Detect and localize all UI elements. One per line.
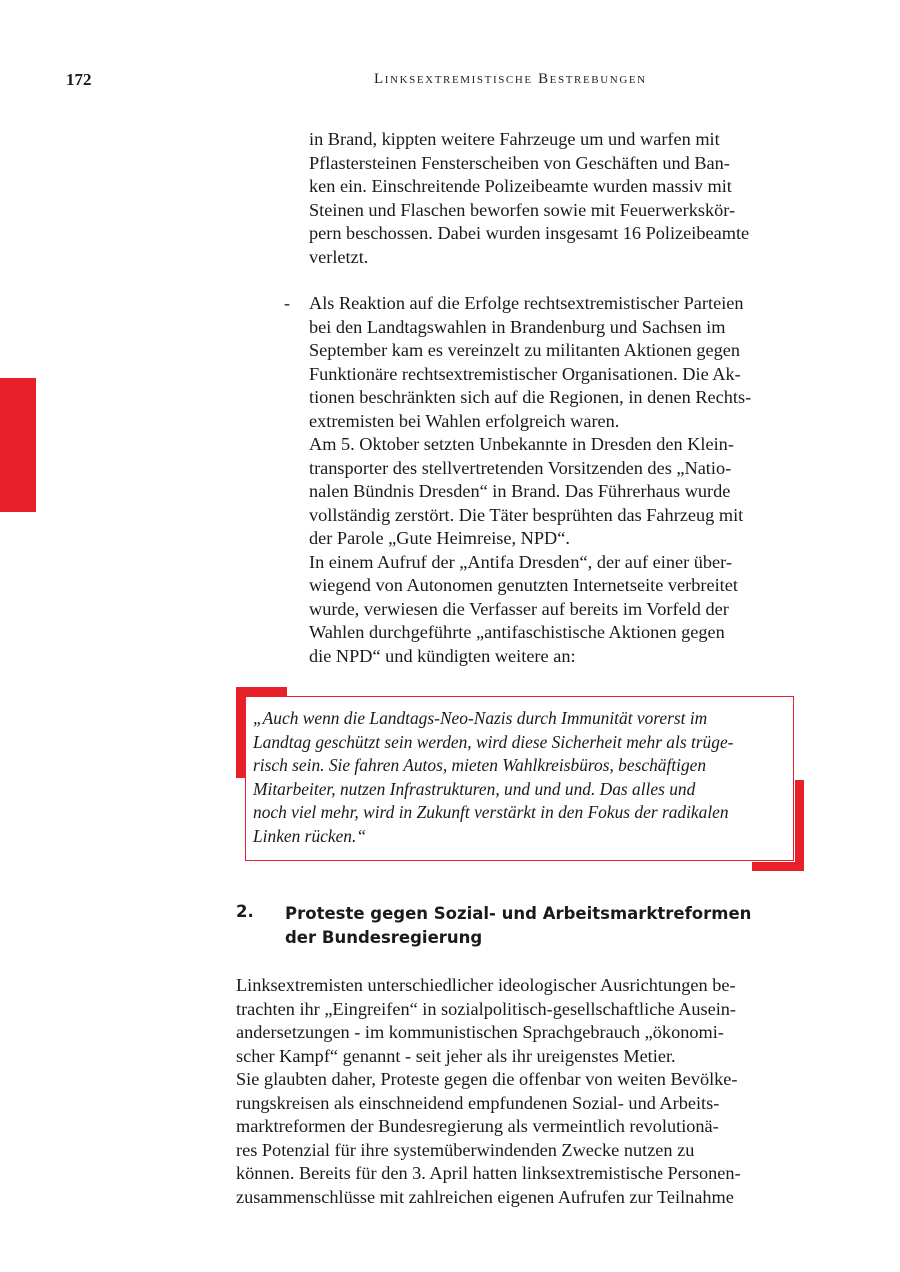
text-line: zusammenschlüsse mit zahlreichen eigenen Aufrufen zur Teilnahme xyxy=(236,1186,734,1207)
text-line: Funktionäre rechtsextremistischer Organisationen. Die Ak- xyxy=(309,363,741,384)
text-line: wurde, verwiesen die Verfasser auf bereits im Vorfeld der xyxy=(309,598,729,619)
text-line: trachten ihr „Eingreifen“ in sozialpolitisch-gesellschaftliche Ausein- xyxy=(236,998,737,1019)
text-line: Linksextremisten unterschiedlicher ideologischer Ausrichtungen be- xyxy=(236,975,736,995)
text-line: andersetzungen - im kommunistischen Sprachgebrauch „ökonomi- xyxy=(236,1022,724,1042)
paragraph xyxy=(236,974,741,1209)
text-line: in Brand, kippten weitere Fahrzeuge um und warfen mit xyxy=(309,129,720,149)
section-heading xyxy=(285,902,751,950)
paragraph-continued xyxy=(309,128,749,269)
text-line: scher Kampf“ genannt - seit jeher als ihr ureigenstes Metier. xyxy=(236,1045,676,1066)
text-line: noch viel mehr, wird in Zukunft verstärkt in den Fokus der radikalen xyxy=(253,802,729,822)
text-line: September kam es vereinzelt zu militanten Aktionen gegen xyxy=(309,340,740,360)
bullet-marker: - xyxy=(284,293,290,313)
text-line: der Bundesregierung xyxy=(285,928,483,947)
text-line: res Potenzial für ihre systemüberwindenden Zwecke nutzen zu xyxy=(236,1139,695,1160)
text-line: marktreformen der Bundesregierung als vermeintlich revolutionä- xyxy=(236,1116,719,1136)
page-number: 172 xyxy=(66,70,92,89)
text-line: Wahlen durchgeführte „antifaschistische Aktionen gegen xyxy=(309,622,725,642)
text-line: Mitarbeiter, nutzen Infrastrukturen, und und und. Das alles und xyxy=(253,778,696,799)
text-line: vollständig zerstört. Die Täter besprühten das Fahrzeug mit xyxy=(309,504,744,525)
chapter-marker xyxy=(0,378,36,512)
text-line: Steinen und Flaschen beworfen sowie mit Feuerwerkskör- xyxy=(309,199,736,220)
text-line: risch sein. Sie fahren Autos, mieten Wahlkreisbüros, beschäftigen xyxy=(253,755,707,775)
text-line: Pflastersteinen Fensterscheiben von Geschäften und Ban- xyxy=(309,152,730,173)
bullet-item xyxy=(309,292,751,668)
text-line: Am 5. Oktober setzten Unbekannte in Dresden den Klein- xyxy=(309,434,734,454)
text-line: Sie glaubten daher, Proteste gegen die offenbar von weiten Bevölke- xyxy=(236,1069,738,1089)
running-header: Linksextremistische Bestrebungen xyxy=(374,71,647,87)
text-line: wiegend von Autonomen genutzten Internetseite verbreitet xyxy=(309,575,738,595)
text-line: Linken rücken.“ xyxy=(253,825,367,846)
section-number: 2. xyxy=(236,902,254,921)
text-line: rungskreisen als einschneidend empfundenen Sozial- und Arbeits- xyxy=(236,1092,720,1113)
text-line: „Auch wenn die Landtags-Neo-Nazis durch Immunität vorerst im xyxy=(253,708,708,728)
text-line: verletzt. xyxy=(309,246,369,267)
text-line: der Parole „Gute Heimreise, NPD“. xyxy=(309,528,570,548)
quote-corner-bottom-right xyxy=(752,862,804,871)
text-line: ken ein. Einschreitende Polizeibeamte wurden massiv mit xyxy=(309,176,732,196)
text-line: können. Bereits für den 3. April hatten linksextremistische Personen- xyxy=(236,1163,741,1183)
text-line: bei den Landtagswahlen in Brandenburg und Sachsen im xyxy=(309,316,726,337)
text-line: pern beschossen. Dabei wurden insgesamt 16 Polizeibeamte xyxy=(309,223,750,243)
text-line: tionen beschränkten sich auf die Regionen, in denen Rechts- xyxy=(309,387,752,407)
text-line: die NPD“ und kündigten weitere an: xyxy=(309,645,576,666)
text-line: Landtag geschützt sein werden, wird diese Sicherheit mehr als trüge- xyxy=(253,731,734,752)
text-line: nalen Bündnis Dresden“ in Brand. Das Führerhaus wurde xyxy=(309,481,731,501)
text-line: extremisten bei Wahlen erfolgreich waren. xyxy=(309,410,620,431)
text-line: Als Reaktion auf die Erfolge rechtsextremistischer Parteien xyxy=(309,293,744,313)
quote-corner-left-bar xyxy=(236,687,245,778)
quote-text xyxy=(253,707,733,848)
text-line: transporter des stellvertretenden Vorsitzenden des „Natio- xyxy=(309,457,732,478)
text-line: In einem Aufruf der „Antifa Dresden“, der auf einer über- xyxy=(309,551,732,572)
quote-corner-right-bar xyxy=(795,780,804,871)
text-line: Proteste gegen Sozial- und Arbeitsmarktreformen xyxy=(285,904,752,923)
